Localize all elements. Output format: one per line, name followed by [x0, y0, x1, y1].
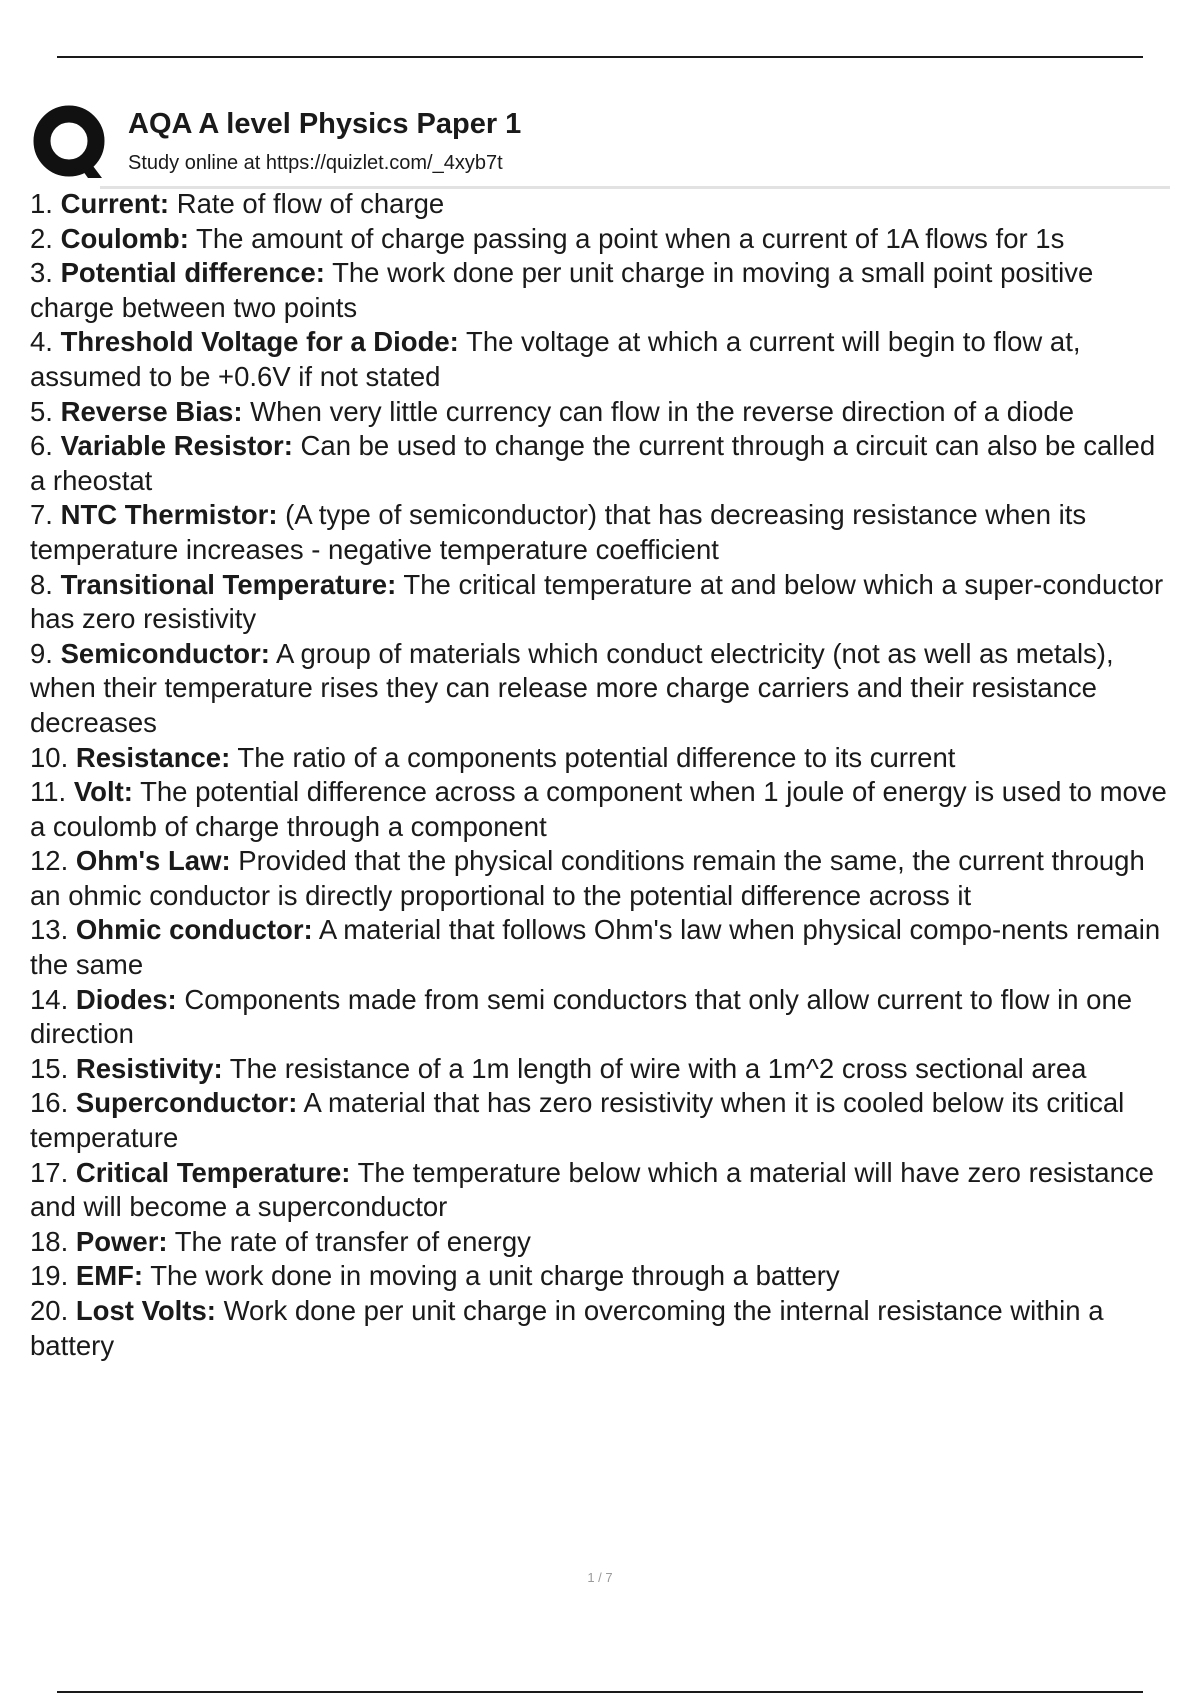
page-number: 1 / 7: [587, 1570, 613, 1585]
bottom-rule: [57, 1691, 1143, 1693]
term-definition: Work done per unit charge in overcoming the internal resistance within a battery: [30, 1295, 1104, 1361]
term-number: 11.: [30, 776, 67, 808]
term-label: Semiconductor:: [60, 637, 270, 669]
term-item: [30, 913, 1175, 982]
term-label: Critical Temperature:: [75, 1156, 351, 1188]
term-number: 18.: [30, 1225, 69, 1257]
term-label: Coulomb:: [60, 222, 189, 254]
term-label: Current:: [60, 188, 170, 219]
term-number: 5.: [30, 395, 53, 427]
quizlet-q-logo-icon: [32, 104, 110, 182]
term-label: Lost Volts:: [75, 1295, 216, 1326]
term-number: 19.: [30, 1260, 69, 1292]
term-number: 3.: [30, 257, 53, 289]
term-label: Resistance:: [75, 741, 231, 773]
term-definition: A material that follows Ohm's law when physical compo-nents remain the same: [30, 914, 1161, 981]
term-number: 14.: [30, 983, 69, 1015]
term-item: [30, 1225, 1175, 1260]
term-label: Variable Resistor:: [60, 430, 293, 462]
term-number: 2.: [30, 222, 53, 254]
top-rule: [57, 56, 1143, 58]
term-item: [30, 325, 1175, 394]
term-item: [30, 1156, 1175, 1225]
term-item: [30, 1086, 1175, 1155]
term-definition: The critical temperature at and below which a super-conductor has zero resistivity: [30, 568, 1164, 635]
term-definition: The work done in moving a unit charge through a battery: [150, 1260, 840, 1292]
term-item: [30, 1259, 1175, 1294]
term-label: NTC Thermistor:: [60, 499, 278, 531]
term-item: [30, 222, 1175, 257]
term-number: 7.: [30, 499, 53, 531]
term-label: Potential difference:: [60, 257, 325, 289]
term-list: [30, 187, 1175, 1363]
term-number: 4.: [30, 326, 53, 358]
term-label: Threshold Voltage for a Diode:: [60, 326, 459, 358]
term-label: Volt:: [73, 776, 133, 808]
term-definition: Provided that the physical conditions remain the same, the current through an ohmic conductor is directly proportional to the potential difference across it: [30, 845, 1145, 911]
term-label: Diodes:: [75, 983, 177, 1015]
term-definition: The work done per unit charge in moving a small point positive charge between two points: [30, 257, 1094, 323]
term-item: [30, 395, 1175, 430]
term-definition: The potential difference across a component when 1 joule of energy is used to move a coulomb of charge through a component: [30, 776, 1167, 842]
term-number: 9.: [30, 637, 53, 669]
term-label: Superconductor:: [75, 1087, 298, 1119]
term-item: [30, 256, 1175, 325]
term-number: 16.: [30, 1087, 69, 1119]
term-number: 15.: [30, 1052, 69, 1084]
term-item: [30, 187, 1175, 222]
term-item: [30, 844, 1175, 913]
term-item: [30, 741, 1175, 776]
term-label: Ohmic conductor:: [75, 914, 313, 946]
term-item: [30, 568, 1175, 637]
term-definition: Rate of flow of charge: [176, 188, 445, 219]
term-item: [30, 637, 1175, 741]
term-label: Reverse Bias:: [60, 395, 243, 427]
term-number: 1.: [30, 188, 53, 219]
term-label: Transitional Temperature:: [60, 568, 397, 600]
term-definition: A material that has zero resistivity when it is cooled below its critical temperature: [30, 1087, 1125, 1154]
term-number: 8.: [30, 568, 53, 600]
term-definition: When very little currency can flow in the reverse direction of a diode: [250, 395, 1074, 427]
term-definition: (A type of semiconductor) that has decreasing resistance when its temperature increases - negative temperature coefficient: [30, 499, 1087, 565]
term-number: 13.: [30, 914, 69, 946]
term-number: 17.: [30, 1156, 69, 1188]
term-definition: Components made from semi conductors that only allow current to flow in one direction: [30, 983, 1133, 1050]
term-definition: The amount of charge passing a point when a current of 1A flows for 1s: [196, 222, 1065, 254]
term-definition: The resistance of a 1m length of wire with a 1m^2 cross sectional area: [229, 1052, 1087, 1084]
term-definition: The rate of transfer of energy: [174, 1225, 531, 1257]
term-definition: The temperature below which a material will have zero resistance and will become a superconductor: [30, 1156, 1154, 1223]
term-definition: The ratio of a components potential difference to its current: [237, 741, 956, 773]
term-item: [30, 775, 1175, 844]
term-item: [30, 983, 1175, 1052]
term-number: 20.: [30, 1295, 69, 1326]
term-label: Ohm's Law:: [75, 845, 231, 877]
term-definition: The voltage at which a current will begin to flow at, assumed to be +0.6V if not stated: [30, 326, 1081, 392]
document-title: AQA A level Physics Paper 1: [128, 108, 522, 140]
term-label: EMF:: [75, 1260, 144, 1292]
term-item: [30, 1052, 1175, 1087]
document-header: [32, 104, 1172, 186]
term-item: [30, 498, 1175, 567]
term-definition: Can be used to change the current through a circuit can also be called a rheostat: [30, 430, 1156, 496]
term-number: 10.: [30, 741, 69, 773]
term-number: 6.: [30, 430, 53, 462]
term-item: [30, 429, 1175, 498]
term-label: Power:: [75, 1225, 168, 1257]
term-label: Resistivity:: [75, 1052, 223, 1084]
term-definition: A group of materials which conduct electricity (not as well as metals), when their temperature rises they can release more charge carriers and their resistance decreases: [30, 637, 1114, 738]
term-item: [30, 1294, 1175, 1363]
study-online-link[interactable]: Study online at https://quizlet.com/_4xyb7t: [128, 152, 503, 174]
term-number: 12.: [30, 845, 69, 877]
